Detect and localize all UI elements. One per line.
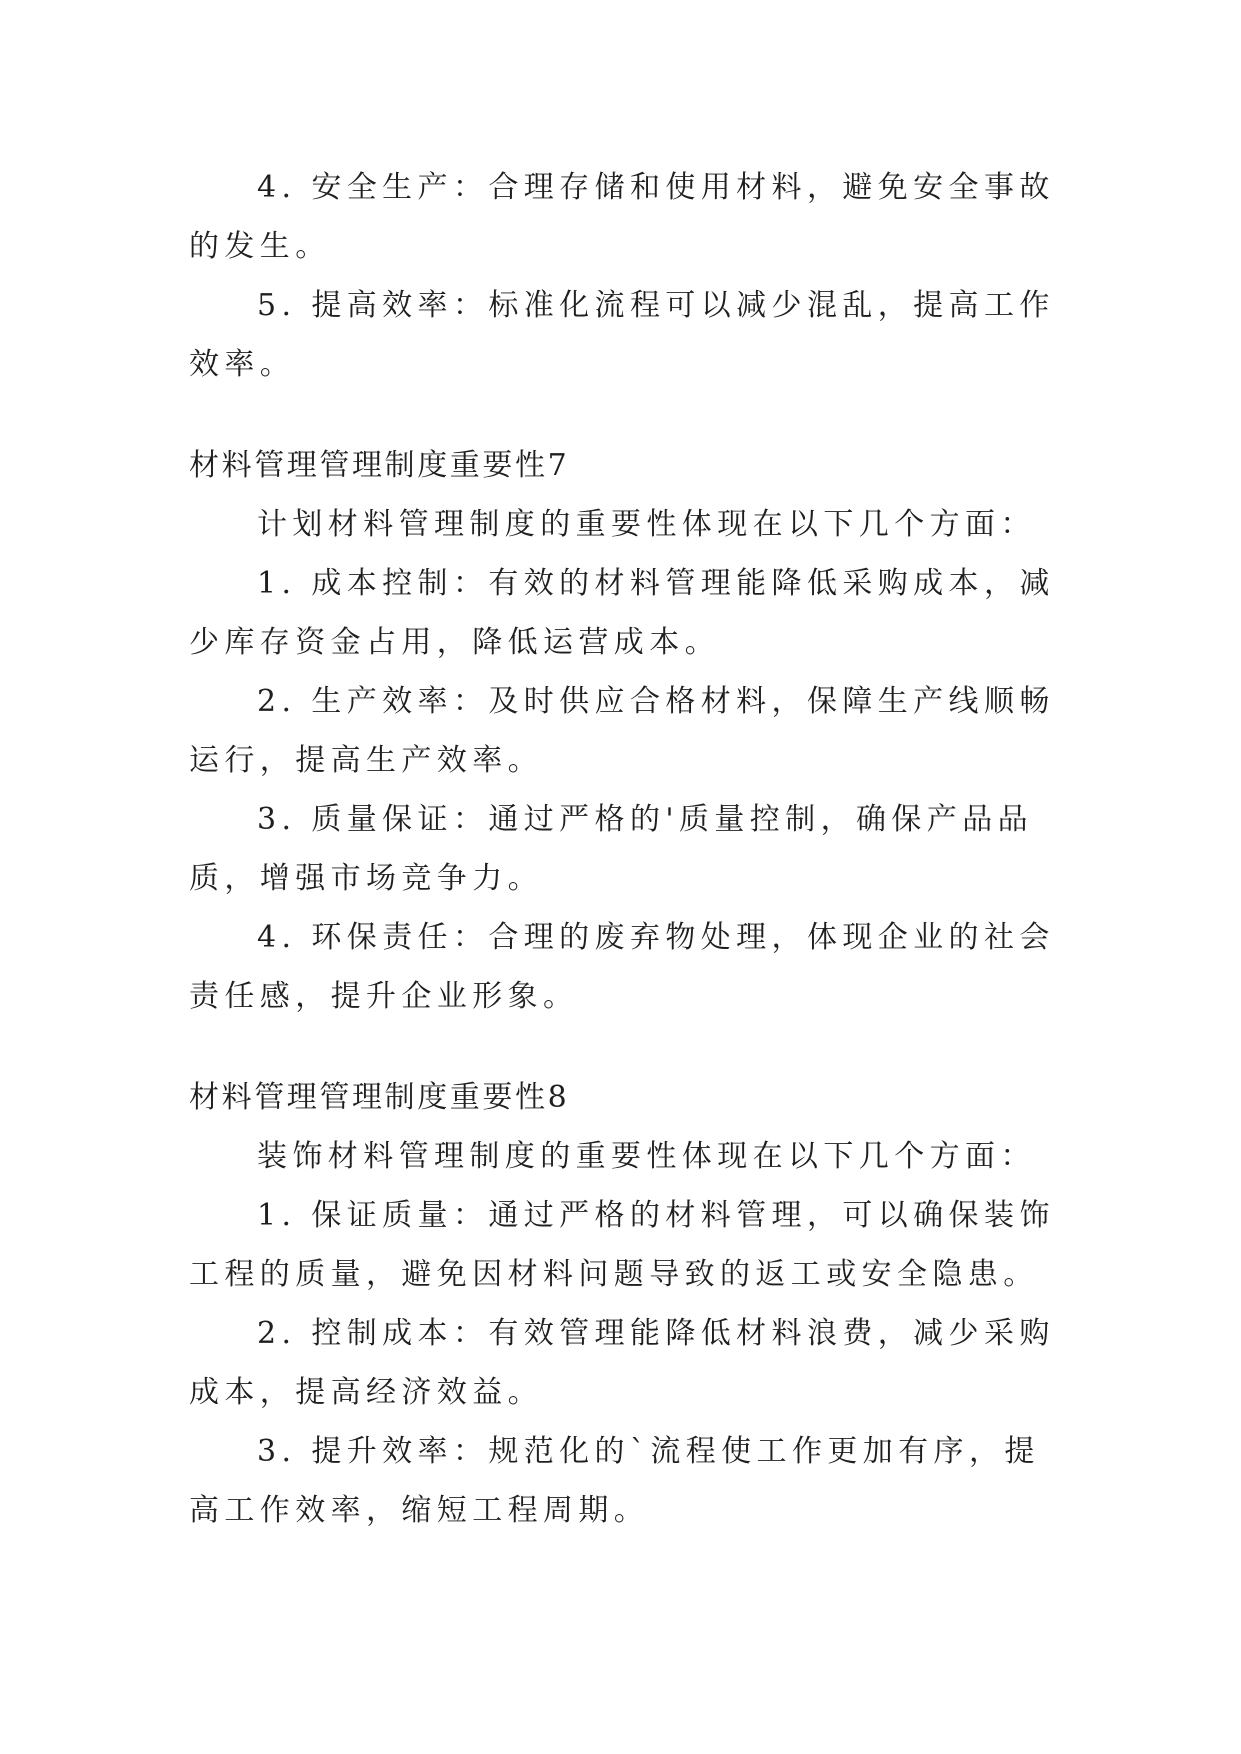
paragraph: 装饰材料管理制度的重要性体现在以下几个方面： [257, 1139, 1036, 1174]
paragraph: 2. 生产效率：及时供应合格材料，保障生产线顺畅运行，提高生产效率。 [189, 684, 1055, 778]
section-heading: 材料管理管理制度重要性8 [189, 1080, 570, 1115]
section-heading: 材料管理管理制度重要性7 [189, 448, 570, 483]
paragraph: 2. 控制成本：有效管理能降低材料浪费，减少采购成本，提高经济效益。 [189, 1316, 1055, 1410]
document-page [189, 158, 1055, 1540]
paragraph: 计划材料管理制度的重要性体现在以下几个方面： [257, 507, 1036, 542]
paragraph: 5. 提高效率：标准化流程可以减少混乱，提高工作效率。 [189, 288, 1055, 382]
paragraph: 3. 质量保证：通过严格的'质量控制，确保产品品质，增强市场竞争力。 [189, 802, 1034, 896]
paragraph: 1. 成本控制：有效的材料管理能降低采购成本，减少库存资金占用，降低运营成本。 [189, 566, 1055, 660]
paragraph: 4. 环保责任：合理的废弃物处理，体现企业的社会责任感，提升企业形象。 [189, 920, 1055, 1014]
paragraph: 4. 安全生产：合理存储和使用材料，避免安全事故的发生。 [189, 170, 1055, 264]
paragraph: 3. 提升效率：规范化的`流程使工作更加有序，提高工作效率，缩短工程周期。 [189, 1434, 1040, 1528]
paragraph: 1. 保证质量：通过严格的材料管理，可以确保装饰工程的质量，避免因材料问题导致的返工或安全隐患。 [189, 1198, 1055, 1292]
